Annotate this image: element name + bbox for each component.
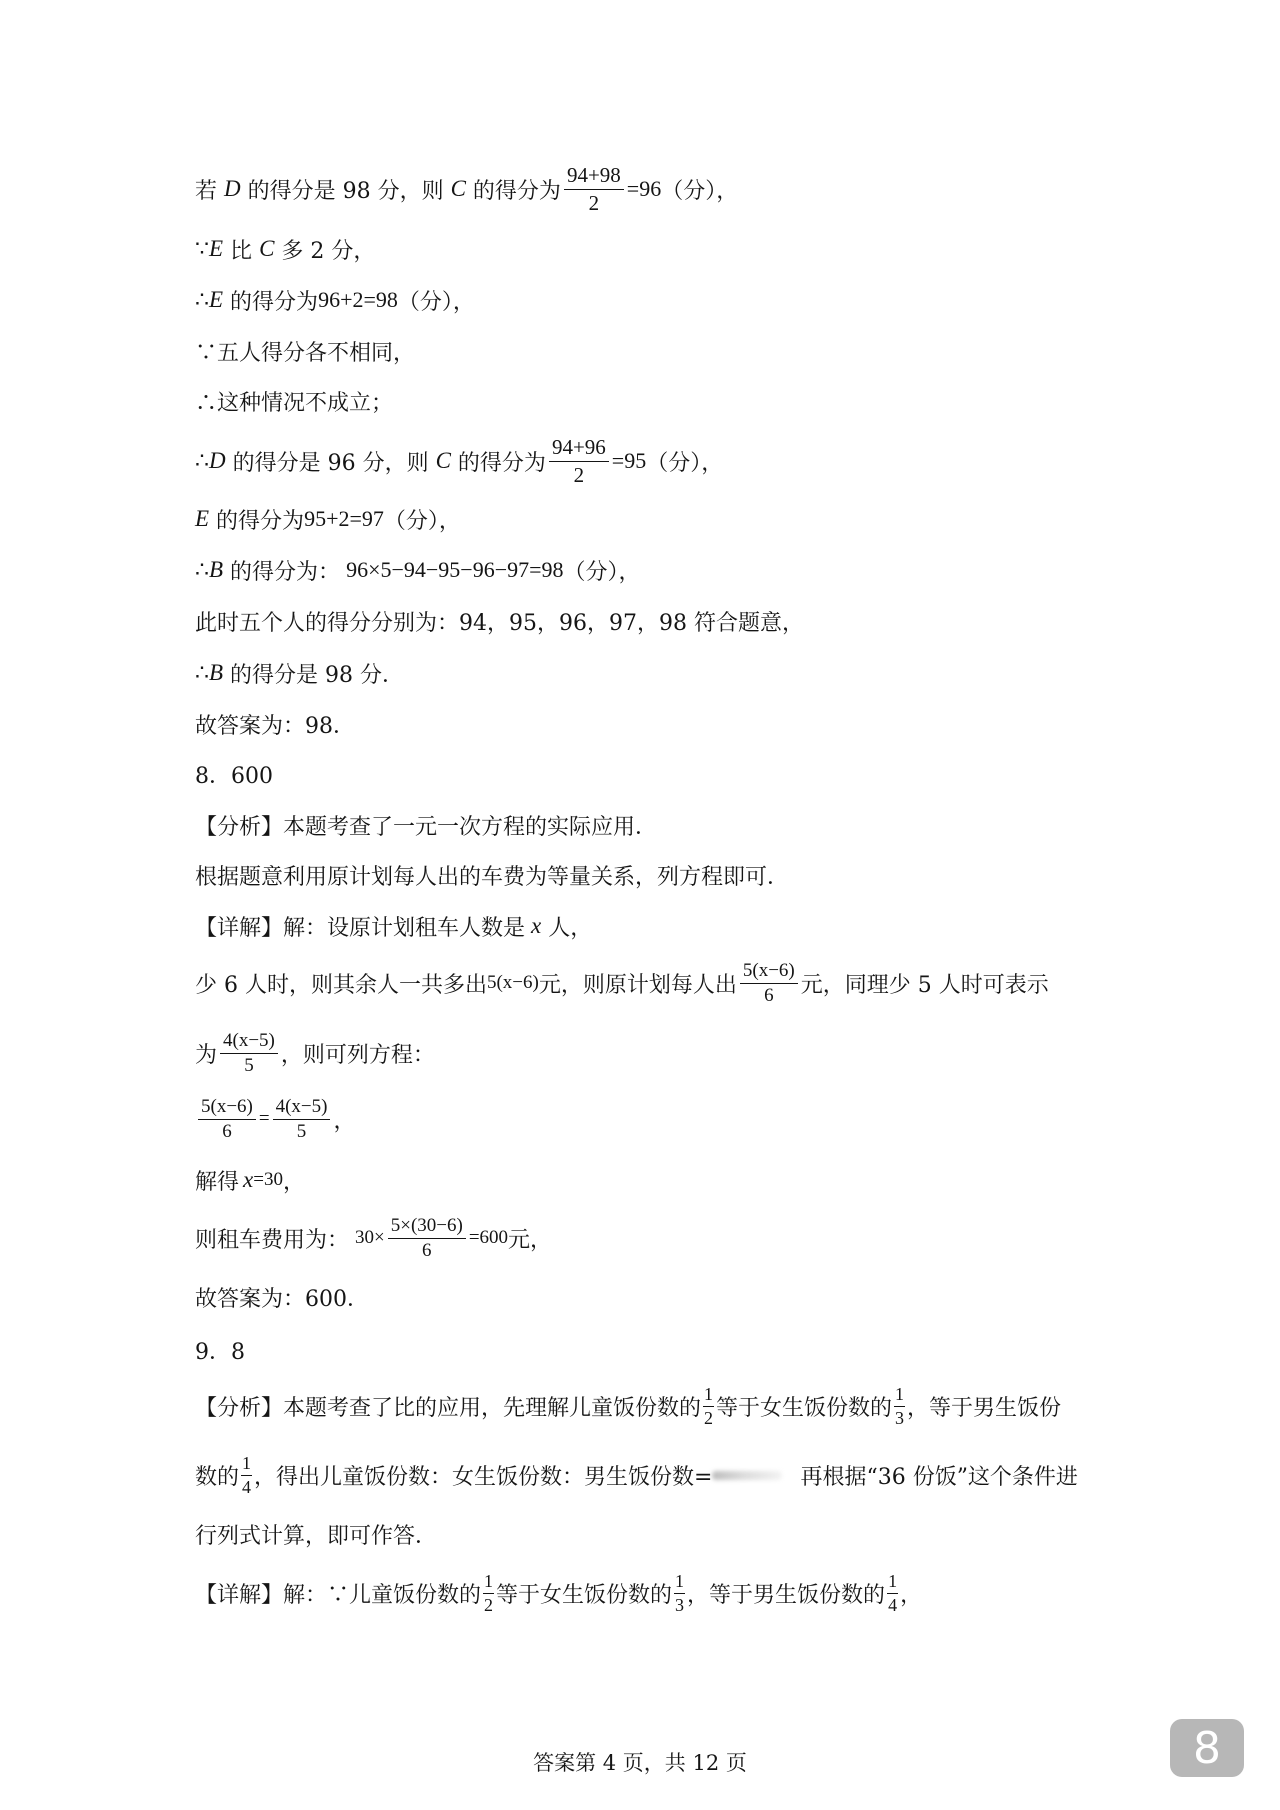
because-symbol: ∵	[195, 236, 209, 262]
fraction-numerator: 4(x−5)	[273, 1095, 331, 1120]
detail-tag: 【详解】	[195, 915, 284, 941]
q8-answer	[195, 754, 273, 794]
fraction-denominator: 3	[675, 1594, 685, 1615]
fraction	[273, 1095, 331, 1144]
therefore-symbol: ∴	[195, 448, 209, 474]
q7-line-b-score-calc	[195, 550, 641, 590]
text-segment: 为	[195, 1042, 218, 1068]
text-segment: 故答案为：600．	[195, 1286, 369, 1312]
text-segment: 等于女生饭份数的	[716, 1395, 893, 1421]
q7-line-five-scores	[195, 601, 804, 641]
text-segment: 则租车费用为：	[195, 1227, 350, 1253]
text-segment: 少 6 人时，则其余人一共多出	[195, 972, 487, 998]
text-segment: ，等于男生饭份	[907, 1395, 1062, 1421]
fraction	[483, 1570, 494, 1617]
q7-line-e-score-97	[195, 499, 461, 539]
fraction-denominator: 6	[422, 1239, 432, 1261]
text-segment: 元，则原计划每人出	[538, 972, 737, 998]
q8-equation	[195, 1088, 355, 1150]
fraction-numerator: 94+96	[549, 434, 609, 462]
equals-sign: =	[258, 1108, 270, 1129]
text-segment: 的得分是 98 分，则	[240, 178, 451, 204]
fraction-numerator: 5×(30−6)	[388, 1214, 466, 1239]
math-expression: =95	[611, 448, 647, 473]
question-number-answer: 9．8	[195, 1339, 245, 1365]
text-segment: （分），	[397, 289, 475, 315]
math-expression: =96	[626, 176, 662, 201]
q7-line-all-different	[195, 331, 415, 371]
fraction	[674, 1570, 685, 1617]
text-segment: 本题考查了比的应用，先理解儿童饭份数的	[283, 1395, 702, 1421]
text-segment: 根据题意利用原计划每人出的车费为等量关系，列方程即可．	[195, 864, 790, 890]
text-segment: 数的	[195, 1464, 240, 1490]
fraction-denominator: 2	[704, 1407, 714, 1428]
text-segment: （分），	[661, 178, 739, 204]
text-segment: 的得分为	[223, 289, 319, 315]
q8-line-five-fewer	[195, 1022, 435, 1084]
q7-line-d-98-case	[195, 158, 738, 220]
q8-line-six-fewer	[195, 952, 1049, 1014]
math-expression: 95+2=97	[304, 506, 384, 531]
fraction-denominator: 6	[764, 984, 774, 1006]
fraction	[198, 1095, 256, 1144]
fraction-denominator: 6	[222, 1120, 232, 1142]
question-number-answer: 8．600	[195, 763, 273, 789]
math-expression: 96×5−94−95−96−97=98	[346, 557, 564, 582]
text-segment: 的得分是 96 分，则	[225, 450, 436, 476]
fraction-denominator: 4	[888, 1594, 898, 1615]
q9-analysis-end	[195, 1514, 437, 1554]
text-segment: ，等于男生饭份数的	[687, 1582, 886, 1608]
fraction	[549, 434, 609, 489]
variable-e: E	[209, 236, 224, 261]
variable-b: B	[209, 660, 224, 685]
text-segment: ，	[282, 1169, 305, 1195]
text-segment: ∵五人得分各不相同，	[195, 340, 416, 366]
analysis-tag: 【分析】	[195, 814, 284, 840]
text-segment: 行列式计算，即可作答．	[195, 1523, 438, 1549]
therefore-symbol: ∴	[195, 287, 209, 313]
variable-e: E	[195, 506, 210, 531]
fraction-numerator: 4(x−5)	[220, 1029, 278, 1054]
text-segment: ，	[900, 1582, 923, 1608]
fraction-denominator: 2	[484, 1594, 494, 1615]
variable-b: B	[209, 557, 224, 582]
text-segment: 元，同理少 5 人时可表示	[800, 972, 1049, 998]
text-segment: 的得分为	[465, 178, 561, 204]
q7-line-case-invalid	[195, 381, 393, 421]
text-segment: 元，	[508, 1227, 553, 1253]
fraction-denominator: 5	[296, 1120, 307, 1142]
text-segment: ，	[333, 1108, 356, 1134]
text-segment: 故答案为：98．	[195, 713, 355, 739]
math-expression: =30	[253, 1169, 283, 1190]
fraction	[703, 1383, 714, 1430]
q7-line-b-score-98	[195, 653, 404, 693]
fraction	[241, 1452, 252, 1499]
q9-analysis-ratio	[195, 1444, 1078, 1506]
page-number-badge: 8	[1170, 1719, 1244, 1777]
fraction-numerator: 1	[887, 1570, 898, 1594]
fraction	[894, 1383, 905, 1430]
text-segment: 的得分为	[450, 450, 546, 476]
text-segment: （分），	[563, 559, 641, 585]
text-segment: 比	[223, 238, 260, 264]
math-expression: 5(x−6)	[486, 972, 539, 993]
variable-x: x	[243, 1167, 254, 1192]
q7-final-answer	[195, 704, 355, 744]
fraction-numerator: 1	[674, 1570, 685, 1594]
text-segment: 的得分是 98 分．	[223, 662, 405, 688]
fraction-numerator: 5(x−6)	[740, 959, 798, 984]
q7-line-d-96-case	[195, 430, 723, 492]
text-segment: 的得分为	[209, 508, 305, 534]
variable-d: D	[209, 448, 226, 473]
q8-analysis-method	[195, 855, 789, 895]
text-segment: 此时五个人的得分分别为：94，95，96，97，98 符合题意，	[195, 610, 804, 636]
text-segment: 解：设原计划租车人数是	[283, 915, 526, 941]
math-expression: 96+2=98	[318, 287, 398, 312]
variable-c: C	[450, 176, 466, 201]
therefore-symbol: ∴	[195, 660, 209, 686]
q7-line-e-score-98	[195, 280, 475, 320]
text-segment: （分），	[646, 450, 724, 476]
variable-c: C	[259, 236, 275, 261]
math-expression: =600	[468, 1227, 509, 1248]
text-segment: 多 2 分，	[274, 238, 376, 264]
q8-detail-setup	[195, 906, 592, 946]
fraction-denominator: 2	[588, 190, 600, 215]
text-segment: 人，	[541, 915, 593, 941]
q9-detail	[195, 1562, 922, 1624]
fraction	[388, 1214, 466, 1263]
fraction-denominator: 5	[244, 1054, 254, 1076]
text-segment: 等于女生饭份数的	[496, 1582, 673, 1608]
q9-analysis	[195, 1375, 1061, 1437]
page-footer: 答案第 4 页，共 12 页	[533, 1751, 747, 1775]
detail-tag: 【详解】	[195, 1582, 284, 1608]
text-segment: ，得出儿童饭份数：女生饭份数：男生饭份数=	[254, 1464, 713, 1490]
q8-solution-x	[195, 1160, 305, 1200]
analysis-tag: 【分析】	[195, 1395, 284, 1421]
q8-analysis	[195, 805, 657, 845]
text-segment: 若	[195, 178, 224, 204]
q7-line-e-more-than-c	[195, 229, 375, 269]
variable-x: x	[531, 913, 542, 938]
fraction	[220, 1029, 278, 1078]
fraction-numerator: 1	[241, 1452, 252, 1476]
fraction	[740, 959, 798, 1008]
fraction-numerator: 5(x−6)	[198, 1095, 256, 1120]
text-segment: ，则可列方程：	[280, 1042, 435, 1068]
q8-rental-cost	[195, 1207, 552, 1269]
fraction-numerator: 1	[483, 1570, 494, 1594]
fraction-numerator: 1	[703, 1383, 714, 1407]
fraction	[887, 1570, 898, 1617]
variable-d: D	[224, 176, 241, 201]
text-segment: 再根据“36 份饭”这个条件进	[800, 1464, 1078, 1490]
fraction-denominator: 4	[242, 1476, 252, 1497]
variable-c: C	[435, 448, 451, 473]
q8-final-answer	[195, 1277, 369, 1317]
text-segment: 解得	[195, 1169, 240, 1195]
fraction-denominator: 2	[573, 462, 585, 487]
therefore-symbol: ∴	[195, 557, 209, 583]
math-expression: 30×	[355, 1227, 385, 1248]
text-segment: 的得分为：	[223, 559, 341, 585]
variable-e: E	[209, 287, 224, 312]
q9-answer	[195, 1330, 245, 1370]
text-segment: 解：∵儿童饭份数的	[283, 1582, 482, 1608]
fraction-numerator: 1	[894, 1383, 905, 1407]
text-segment: （分），	[383, 508, 461, 534]
fraction-denominator: 3	[895, 1407, 905, 1428]
blurred-ratio-region	[712, 1471, 782, 1480]
text-segment: ∴这种情况不成立；	[195, 390, 394, 416]
fraction	[564, 162, 624, 217]
fraction-numerator: 94+98	[564, 162, 624, 190]
text-segment: 本题考查了一元一次方程的实际应用．	[283, 814, 658, 840]
